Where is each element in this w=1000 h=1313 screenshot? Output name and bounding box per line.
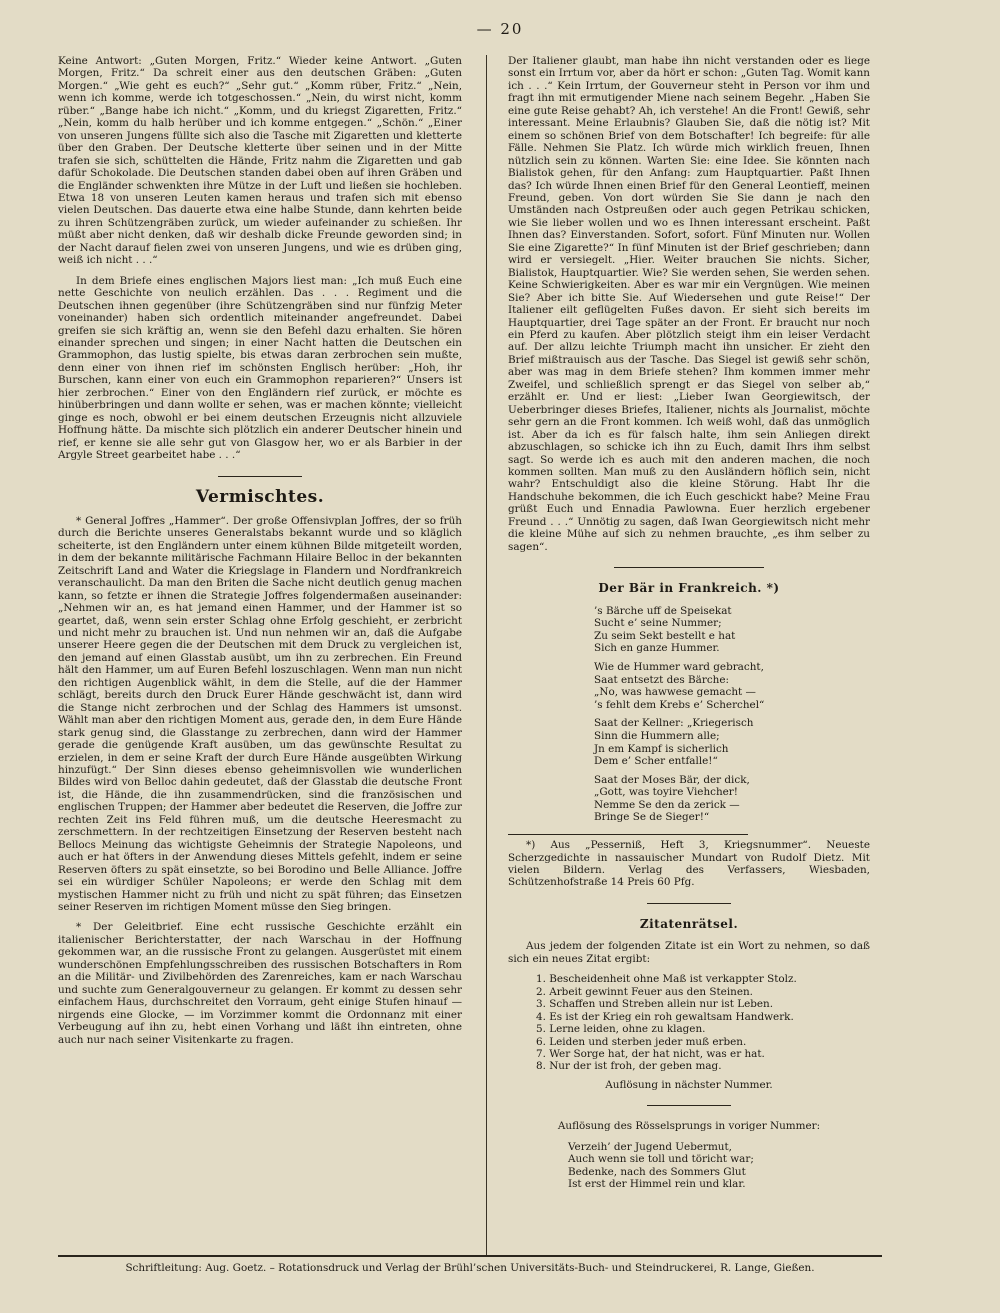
footnote-rule: [508, 834, 748, 835]
poem-line: Sucht e’ seine Nummer;: [594, 617, 722, 630]
poem-line: Sich en ganze Hummer.: [594, 642, 720, 655]
poem-line: Saat der Moses Bär, der dick,: [594, 773, 750, 786]
quiz-item: 6. Leiden und sterben jeder muß erben.: [536, 1035, 747, 1048]
quiz-title: Zitatenrätsel.: [639, 916, 739, 931]
poem-line: Dem e’ Scher entfalle!“: [594, 755, 718, 768]
poem-stanza: [594, 774, 870, 824]
section-separator: [647, 1105, 731, 1106]
left-column: [58, 55, 462, 1250]
letter-paragraph: In dem Briefe eines englischen Majors liest man: „Ich muß Euch eine nette Geschichte von neulich erzählen. Das . . . Regiment und die Deutschen ihnen gegenüber (ihre Schützengräben sind nur fünfzig Meter voneinander) haben sich ordentlich miteinander angefreundet. Dabei greifen sie sich kräftig an, wenn sie den Befehl dazu erhalten. Sie hören einander sprechen und singen; in einer Nacht hatten die Deutschen ein Grammophon, das lustig spielte, bis etwas daran zerbrochen sein mußte, denn einer von ihnen rief im schönsten Englisch herüber: „Hoh, ihr Burschen, kann einer von euch ein Grammophon reparieren?“ Unsers ist hier zerbrochen.“ Einer von den Engländern rief zurück, er möchte es hinüberbringen und dann wollte er sehen, was er machen könnte; vielleicht ginge es noch, obwohl er bei einem deutschen Erzeugnis nicht allzuviele Hoffnung hätte. Da mischte sich plötzlich ein anderer Deutscher hinein und rief, er kenne sie alle sehr gut von Glasgow her, wo er als Barbier in der Argyle Street gearbeitet habe . . .“: [58, 274, 462, 462]
quiz-item: 5. Lerne leiden, ohne zu klagen.: [536, 1023, 706, 1036]
section-separator: [218, 476, 302, 477]
poem-line: „Gott, was toyire Viehcher!: [594, 786, 738, 799]
poem-line: „No, was hawwese gemacht —: [594, 686, 756, 699]
poem-line: Jn em Kampf is sicherlich: [594, 742, 729, 755]
poem-line: Nemme Se den da zerick —: [594, 798, 740, 811]
solution-line: Ist erst der Himmel rein und klar.: [568, 1178, 746, 1191]
poem-line: ’s fehlt dem Krebs e’ Scherchel“: [594, 698, 765, 711]
solution-verse: [568, 1141, 870, 1191]
story-continuation: Der Italiener glaubt, man habe ihn nicht verstanden oder es liege sonst ein Irrtum vor, aber da hört er schon: „Guten Tag. Womit kann ich . . .“ Kein Irrtum, der Gouverneur steht in Person vor ihm und fragt ihn mit ermutigender Miene nach seinem Begehr. „Haben Sie eine gute Reise gehabt? Ah, ich verstehe! An die Front! Gewiß, sehr interessant. Meine Erlaubnis? Glauben Sie, daß die nötig ist? Mit einem so schönen Brief von dem Botschafter! Ich begreife: für alle Fälle. Nehmen Sie Platz. Ich würde mich wirklich freuen, Ihnen nützlich sein zu können. Warten Sie: eine Idee. Sie könnten nach Bialistok gehen, für den Anfang: zum Hauptquartier. Paßt Ihnen das? Ich würde Ihnen einen Brief für den General Leontieff, meinen Freund, geben. Von dort würden Sie Sie dann je nach den Umständen nach Ostpreußen oder auch gegen Petrikau schicken, wie Sie lieber wollen und wo es Ihnen interessant erscheint. Paßt Ihnen das? Einverstanden. Sofort, sofort. Fünf Minuten nur. Wollen Sie eine Zigarette?“ In fünf Minuten ist der Brief geschrieben; dann wird er versiegelt. „Hier. Weiter brauchen Sie nichts. Sicher, Bialistok, Hauptquartier. Wie? Sie werden sehen, Sie werden sehen. Keine Schwierigkeiten. Aber es war mir ein Vergnügen. Wie meinen Sie? Aber ich bitte Sie. Auf Wiedersehen und gute Reise!“ Der Italiener eilt geflügelten Fußes davon. Er sieht sich bereits im Hauptquartier, drei Tage später an der Front. Er braucht nur noch ein Pferd zu kaufen. Aber plötzlich steigt ihm ein leiser Verdacht auf. Der allzu leichte Triumph macht ihn unsicher. Er zieht den Brief mißtrauisch aus der Tasche. Das Siegel ist gewiß sehr schön, aber was mag in dem Briefe stehen? Ihm kommen immer mehr Zweifel, und schließlich sprengt er das Siegel von selber ab,“ erzählt er. Und er liest: „Lieber Iwan Georgiewitsch, der Ueberbringer dieses Briefes, Italiener, nichts als Journalist, möchte sehr gern an die Front kommen. Ich weiß wohl, daß das unmöglich ist. Aber da ich es für falsch halte, ihm sein Anliegen direkt abzuschlagen, so schicke ich ihn zu Euch, damit Ihrs ihm selbst sagt. So werde ich es auch mit den anderen machen, die noch kommen sollten. Man muß zu den Ausländern höflich sein, nicht wahr? Entschuldigt also die kleine Störung. Habt Ihr die Handschuhe bekommen, die ich Euch geschickt habe? Meine Frau grüßt Euch und Ennadia Pawlowna. Euer herzlich ergebener Freund . . .“ Unnötig zu sagen, daß Iwan Georgiewitsch nicht mehr die kleine Mühe auf sich zu nehmen brauchte, „es ihm selber zu sagen“.: [508, 55, 870, 553]
misc-article: * General Joffres „Hammer“. Der große Offensivplan Joffres, der so früh durch die Berichte unseres Generalstabs bekannt wurde und so kläglich scheiterte, ist den Engländern unter einem kühnen Bilde mitgeteilt worden, in dem der bekannte militärische Fachmann Hilaire Belloc in der bekannten Zeitschrift Land and Water die Kriegslage in Flandern und Nordfrankreich veranschaulicht. Da man den Briten die Sache nicht deutlich genug machen kann, so fetzte er ihnen die Strategie Joffres folgendermaßen auseinander: „Nehmen wir an, es hat jemand einen Hammer, und der Hammer ist so geartet, daß, wenn sein erster Schlag ohne Erfolg geschieht, er zerbricht und nicht mehr zu brauchen ist. Und nun nehmen wir an, daß die Aufgabe unserer Heere gegen die der Deutschen mit dem Druck zu vergleichen ist, den jemand auf einen Glasstab ausübt, um ihn zu zerbrechen. Ein Freund hält den Hammer, um auf Euren Befehl loszuschlagen. Wenn man nun nicht den richtigen Augenblick wählt, in dem die Stelle, auf die der Hammer schlägt, bereits durch den Druck Eurer Hände geschwächt ist, dann wird die Stange nicht zerbrochen und der Schlag des Hammers ist umsonst. Wählt man aber den richtigen Moment aus, gerade den, in dem Eure Hände stark genug sind, die Glasstange zu zerbrechen, dann wird der Hammer gerade die genügende Kraft ausüben, um das gewünschte Resultat zu erzielen, in dem er seine Kraft der durch Eure Hände ausgeübten Wirkung hinzufügt.“ Der Sinn dieses ebenso geheimnisvollen wie wunderlichen Bildes wird von Belloc dahin gedeutet, daß der Glasstab die deutsche Front ist, die Hände, die ihn zusammendrücken, sind die französischen und englischen Truppen; der Hammer aber bedeutet die Reserven, die Joffre zur rechten Zeit ins Feld führen muß, um die deutsche Heeresmacht zu zerschmettern. In der rechtzeitigen Einsetzung der Reserven besteht nach Bellocs Meinung das wichtigste Geheimnis der Strategie Napoleons, und auch er hat öfters in der Anwendung dieses Mittels gefehlt, indem er seine Reserven öfters zu spät einsetzte, so bei Borodino und Belle Alliance. Joffre sei ein würdiger Schüler Napoleons; er werde den Schlag mit dem mystischen Hammer nicht zu früh und nicht zu spät führen; das Einsetzen seiner Reserven im richtigen Moment müsse den Sieg bringen.: [58, 514, 462, 913]
poem: [594, 605, 870, 825]
poem-line: Zu seim Sekt bestellt e hat: [594, 629, 736, 642]
right-column: [508, 55, 870, 1250]
solution-line: Auch wenn sie toll und töricht war;: [568, 1153, 754, 1166]
quiz-intro: Aus jedem der folgenden Zitate ist ein Wort zu nehmen, so daß sich ein neues Zitat ergibt:: [508, 940, 870, 965]
footer-rule: [58, 1255, 882, 1257]
section-title: Vermischtes.: [195, 486, 325, 507]
quiz-item: 2. Arbeit gewinnt Feuer aus den Steinen.: [536, 985, 753, 998]
quiz-item: 7. Wer Sorge hat, der hat nicht, was er hat.: [536, 1047, 765, 1060]
section-separator: [647, 903, 731, 904]
quiz-item: 3. Schaffen und Streben allein nur ist Leben.: [536, 998, 774, 1011]
poem-stanza: [594, 717, 870, 767]
poem-line: Sinn die Hummern alle;: [594, 729, 720, 742]
letter-paragraph: Keine Antwort: „Guten Morgen, Fritz.“ Wieder keine Antwort. „Guten Morgen, Fritz.“ Da schreit einer aus den deutschen Gräben: „Guten Morgen.“ „Wie geht es euch?“ „Sehr gut.“ „Komm rüber, Fritz.“ „Nein, wenn ich komme, werde ich totgeschossen.“ „Nein, du wirst nicht, komm rüber.“ „Bange habe ich nicht.“ „Komm, und du kriegst Zigaretten, Fritz.“ „Nein, komm du halb herüber und ich komme entgegen.“ „Schön.“ „Einer von unseren Jungens füllte sich also die Tasche mit Zigaretten und kletterte über den Graben. Der Deutsche kletterte über seinen und in der Mitte trafen sie sich, schüttelten die Hände, Fritz nahm die Zigaretten und gab dafür Schokolade. Die Deutschen standen dabei oben auf ihren Gräben und die Engländer schwenkten ihre Mütze in der Luft und ließen sie hochleben. Etwa 18 von unseren Leuten kamen heraus und trafen sich mit ebenso vielen Deutschen. Das dauerte etwa eine halbe Stunde, dann kehrten beide zu ihren Schützengräben zurück, um wieder aufeinander zu schießen. Ihr müßt aber nicht denken, daß wir deshalb dicke Freunde geworden sind; in der Nacht darauf fielen zwei von unseren Jungens, und wie es drüben ging, weiß ich nicht . . .“: [58, 55, 462, 267]
poem-title: Der Bär in Frankreich. *): [598, 581, 780, 596]
quiz-item: 1. Bescheidenheit ohne Maß ist verkappter Stolz.: [536, 973, 797, 986]
quiz-item: 4. Es ist der Krieg ein roh gewaltsam Handwerk.: [536, 1010, 794, 1023]
quiz-item: 8. Nur der ist froh, der geben mag.: [536, 1060, 722, 1073]
poem-line: Wie de Hummer ward gebracht,: [594, 660, 764, 673]
poem-line: ’s Bärche uff de Speisekat: [594, 604, 732, 617]
poem-footnote: *) Aus „Pesserniß, Heft 3, Kriegsnummer“. Neueste Scherzgedichte in nassauischer Mundart von Rudolf Dietz. Mit vielen Bildern. Verlag des Verfassers, Wiesbaden, Schützenhofstraße 14 Preis 60 Pfg.: [508, 839, 870, 889]
poem-stanza: [594, 661, 870, 711]
solution-line: Bedenke, nach des Sommers Glut: [568, 1165, 746, 1178]
quiz-solution-note: Auflösung in nächster Nummer.: [605, 1078, 773, 1091]
solution-title: Auflösung des Rösselsprungs in voriger Nummer:: [557, 1120, 821, 1133]
poem-line: Saat entsetzt des Bärche:: [594, 673, 730, 686]
imprint: Schriftleitung: Aug. Goetz. – Rotationsdruck und Verlag der Brühl’schen Universitäts-Buch- und Steindruckerei, R. Lange, Gießen.: [125, 1262, 815, 1274]
quiz-list: [508, 973, 870, 1073]
poem-line: Bringe Se de Sieger!“: [594, 811, 710, 824]
misc-article: * Der Geleitbrief. Eine echt russische Geschichte erzählt ein italienischer Berichterstatter, der nach Warschau in der Hoffnung gekommen war, an die russische Front zu gelangen. Ausgerüstet mit einem wunderschönen Empfehlungsschreiben des russischen Botschafters in Rom an die Militär- und Zivilbehörden des Zarenreiches, kam er nach Warschau und suchte zum Generalgouverneur zu gelangen. Er kommt zu dessen sehr einfachem Haus, durchschreitet den Vorraum, geht einige Stufen hinauf — nirgends eine Glocke, — im Vorzimmer kommt die Ordonnanz mit einer Verbeugung auf ihn zu, hebt einen Vorhang und läßt ihn eintreten, ohne auch nur nach seiner Visitenkarte zu fragen.: [58, 921, 462, 1046]
section-separator: [614, 567, 764, 568]
poem-line: Saat der Kellner: „Kriegerisch: [594, 717, 754, 730]
solution-line: Verzeih’ der Jugend Uebermut,: [568, 1140, 732, 1153]
column-divider: [486, 55, 487, 1255]
page-number: — 20: [476, 20, 524, 38]
poem-stanza: [594, 605, 870, 655]
